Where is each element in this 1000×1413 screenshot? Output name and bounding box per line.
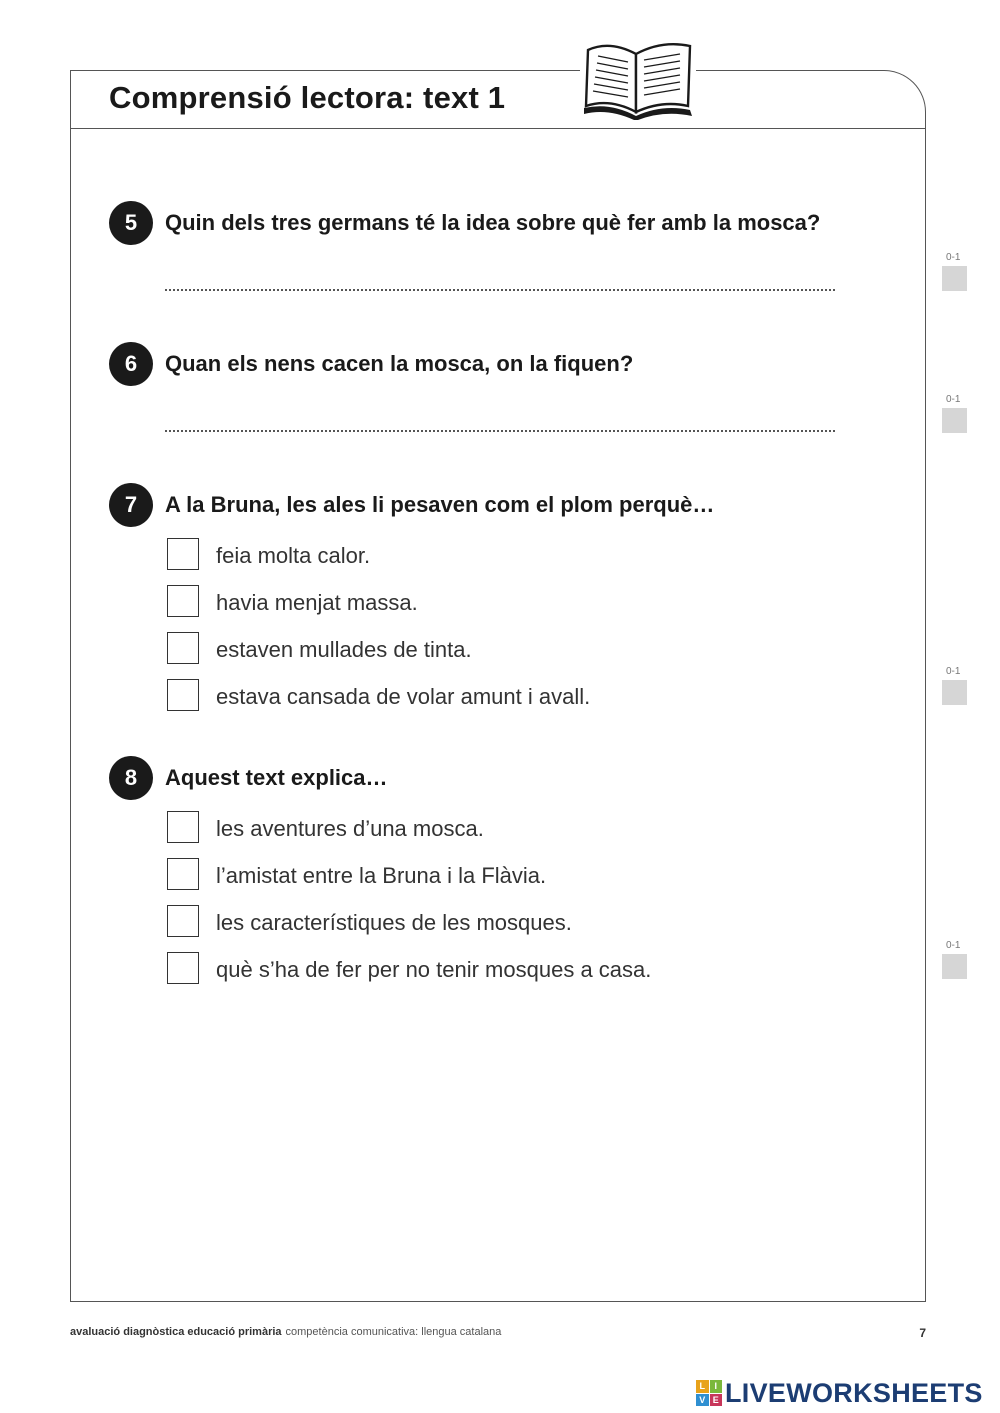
option-label: estaven mullades de tinta. — [216, 637, 472, 662]
option-label: havia menjat massa. — [216, 590, 418, 615]
score-label: 0-1 — [946, 940, 961, 951]
question-number: 8 — [109, 756, 153, 800]
question-number: 7 — [109, 483, 153, 527]
logo-letter: V — [696, 1394, 709, 1407]
page-title: Comprensió lectora: text 1 — [109, 80, 506, 115]
footer-series: avaluació diagnòstica educació primària — [70, 1326, 282, 1338]
option-label: què s’ha de fer per no tenir mosques a casa. — [216, 957, 652, 982]
question-number: 5 — [109, 201, 153, 245]
option-label: les aventures d’una mosca. — [216, 816, 484, 841]
header-rule — [70, 128, 926, 129]
score-box — [942, 680, 967, 705]
question-text: A la Bruna, les ales li pesaven com el plom perquè… — [165, 492, 715, 517]
score-label: 0-1 — [946, 666, 961, 677]
answer-checkbox[interactable] — [167, 679, 199, 711]
question-text: Quin dels tres germans té la idea sobre què fer amb la mosca? — [165, 210, 821, 235]
answer-checkbox[interactable] — [167, 905, 199, 937]
answer-line[interactable] — [165, 430, 835, 432]
footer-subject: competència comunicativa: llengua catalana — [285, 1326, 502, 1338]
score-box — [942, 408, 967, 433]
liveworksheets-logo — [696, 1376, 983, 1410]
page-footer — [70, 1326, 926, 1342]
question-text: Aquest text explica… — [165, 765, 388, 790]
option-label: feia molta calor. — [216, 543, 371, 568]
answer-checkbox[interactable] — [167, 811, 199, 843]
answer-checkbox[interactable] — [167, 585, 199, 617]
open-book-icon — [580, 36, 696, 122]
question-text: Quan els nens cacen la mosca, on la fiquen? — [165, 351, 634, 376]
logo-letter: E — [710, 1394, 723, 1407]
option-label: les característiques de les mosques. — [216, 910, 572, 935]
page-number: 7 — [919, 1326, 926, 1340]
answer-line[interactable] — [165, 289, 835, 291]
score-box — [942, 954, 967, 979]
answer-checkbox[interactable] — [167, 858, 199, 890]
live-logo-icon — [696, 1380, 722, 1406]
logo-letter: I — [710, 1380, 723, 1393]
answer-checkbox[interactable] — [167, 632, 199, 664]
logo-letter: L — [696, 1380, 709, 1393]
brand-name: LIVEWORKSHEETS — [725, 1377, 983, 1408]
score-label: 0-1 — [946, 394, 961, 405]
answer-checkbox[interactable] — [167, 952, 199, 984]
question-number: 6 — [109, 342, 153, 386]
option-label: estava cansada de volar amunt i avall. — [216, 684, 591, 709]
answer-checkbox[interactable] — [167, 538, 199, 570]
score-label: 0-1 — [946, 252, 961, 263]
score-box — [942, 266, 967, 291]
option-label: l’amistat entre la Bruna i la Flàvia. — [216, 863, 547, 888]
